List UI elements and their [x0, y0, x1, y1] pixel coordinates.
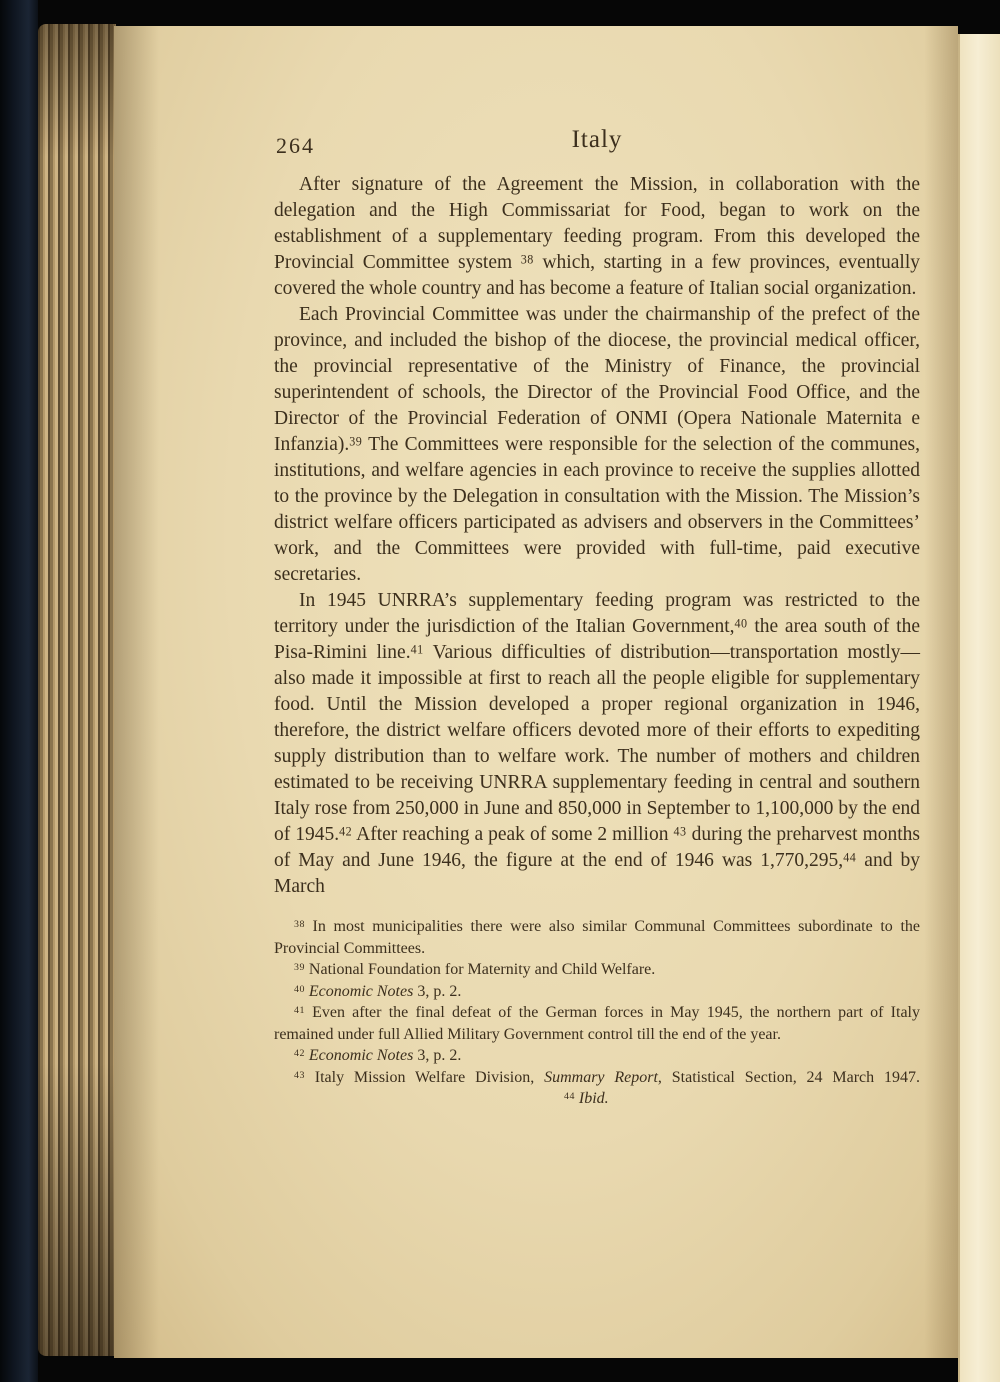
- stacked-page-edges: [38, 24, 116, 1356]
- footnote-ref: 39: [349, 434, 363, 449]
- text-run: Various difficulties of distribution—transportation mostly—also made it impossible at first to reach all the people eligible for supplementary food. Until the Mission developed a proper regional organization in 1946, therefore, the district welfare officers devoted more of their efforts to expediting supply distribution than to welfare work. The number of mothers and children estimated to be receiving UNRRA supplementary feeding in central and southern Italy rose from 250,000 in June and 850,000 in September to 1,100,000 by the end of 1945.: [274, 642, 920, 845]
- text-run: Summary Report: [544, 1068, 658, 1086]
- footnote: [274, 916, 920, 959]
- page-header: [274, 126, 920, 172]
- footnote-ref: 42: [294, 1048, 305, 1060]
- footnote-ref: 40: [734, 616, 748, 631]
- footnotes: [274, 916, 920, 1110]
- text-run: After signature of the Agreement the Mission, in collaboration with the delegation and the High Commissariat for Food, began to work on the establishment of a supplementary feeding program. From this developed the Provincial Committee system: [274, 174, 920, 273]
- footnote: [274, 1002, 920, 1045]
- book-page: [114, 26, 958, 1358]
- footnote-ref: 40: [294, 983, 305, 995]
- footnote: [274, 1045, 920, 1067]
- footnote-ref: 44: [843, 850, 857, 865]
- text-run: , Statistical Section, 24 March 1947.: [657, 1068, 920, 1086]
- text-run: Ibid.: [578, 1090, 609, 1107]
- page-number: 264: [276, 133, 315, 158]
- footnote: [274, 1067, 920, 1110]
- paragraph: [274, 172, 920, 302]
- text-run: Italy Mission Welfare Division,: [304, 1068, 545, 1086]
- body-text: [274, 172, 920, 900]
- text-run: which, starting in a few provinces, eventually covered the whole country and has become a feature of Italian social organization.: [274, 252, 920, 299]
- text-run: In most municipalities there were also similar Communal Committees subordinate to the Provincial Committees.: [274, 918, 920, 957]
- text-run: After reaching a peak of some 2 million: [352, 824, 674, 845]
- text-run: Each Provincial Committee was under the chairmanship of the prefect of the province, and included the bishop of the diocese, the provincial medical officer, the provincial representative of the Ministry of Finance, the provincial superintendent of schools, the Director of the Provincial Food Office, and the Director of the Provincial Federation of ONMI (Opera Nationale Maternita e Infanzia).: [274, 304, 920, 455]
- footnote: [274, 981, 920, 1003]
- text-run: the area south of the Pisa-Rimini line.: [274, 616, 920, 663]
- footnote-ref: 44: [564, 1091, 575, 1103]
- footnote-ref: 43: [294, 1069, 305, 1081]
- footnote-ref: 41: [410, 642, 424, 657]
- footnote: [274, 959, 920, 981]
- text-run: In 1945 UNRRA’s supplementary feeding program was restricted to the territory under the jurisdiction of the Italian Government,: [274, 590, 920, 637]
- footnote-ref: 43: [673, 824, 687, 839]
- footnote-ref: 38: [294, 919, 305, 931]
- text-run: and by March: [274, 850, 921, 897]
- text-run: 3, p. 2.: [413, 982, 462, 1000]
- text-run: 3, p. 2.: [413, 1047, 462, 1064]
- book-spine: [0, 0, 38, 1382]
- text-run: National Foundation for Maternity and Child Welfare.: [304, 961, 656, 978]
- footnote-ref: 38: [520, 252, 534, 267]
- text-run: during the preharvest months of May and June 1946, the figure at the end of 1946 was 1,770,295,: [274, 824, 920, 871]
- footnote-ref: 41: [294, 1005, 305, 1017]
- text-run: Economic Notes: [308, 1047, 414, 1064]
- paragraph: [274, 588, 920, 900]
- text-run: Even after the final defeat of the German forces in May 1945, the northern part of Italy remained under full Allied Military Government control till the end of the year.: [274, 1004, 920, 1043]
- text-column: [274, 126, 920, 1110]
- paragraph: [274, 302, 920, 588]
- running-head: Italy: [571, 126, 623, 153]
- text-run: The Committees were responsible for the selection of the communes, institutions, and welfare agencies in each province to receive the supplies allotted to the province by the Delegation in consultation with the Mission. The Mission’s district welfare officers participated as advisers and observers in the Committees’ work, and the Committees were provided with full-time, paid executive secretaries.: [274, 434, 920, 585]
- footnote-ref: 42: [339, 824, 353, 839]
- next-page-edge: [958, 34, 1000, 1382]
- footnote-ref: 39: [294, 962, 305, 974]
- text-run: Economic Notes: [308, 982, 414, 1000]
